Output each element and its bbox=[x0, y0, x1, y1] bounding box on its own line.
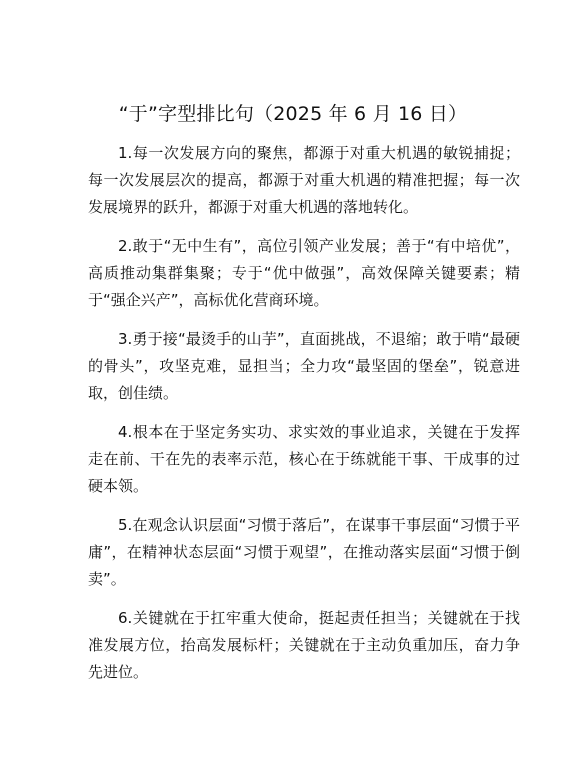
paragraph-3: 3.勇于接“最烫手的山芋”，直面挑战，不退缩；敢于啃“最硬的骨头”，攻坚克难，显担当；全力攻“最坚固的堡垒”，锐意进取，创佳绩。 bbox=[88, 330, 520, 402]
paragraph-2: 2.敢于“无中生有”，高位引领产业发展；善于“有中培优”，高质推动集群集聚；专于“优中做强”，高效保障关键要素；精于“强企兴产”，高标优化营商环境。 bbox=[88, 237, 520, 309]
document-body bbox=[88, 140, 520, 686]
paragraph-5: 5.在观念认识层面“习惯于落后”，在谋事干事层面“习惯于平庸”，在精神状态层面“习惯于观望”，在推动落实层面“习惯于倒卖”。 bbox=[88, 516, 520, 588]
paragraph-6: 6.关键就在于扛牢重大使命，挺起责任担当；关键就在于找准发展方位，抬高发展标杆；关键就在于主动负重加压，奋力争先进位。 bbox=[88, 609, 520, 681]
paragraph-4: 4.根本在于坚定务实功、求实效的事业追求，关键在于发挥走在前、干在先的表率示范，核心在于练就能干事、干成事的过硬本领。 bbox=[88, 423, 520, 495]
paragraph-1: 1.每一次发展方向的聚焦，都源于对重大机遇的敏锐捕捉；每一次发展层次的提高，都源于对重大机遇的精准把握；每一次发展境界的跃升，都源于对重大机遇的落地转化。 bbox=[88, 144, 520, 216]
document-title: “于”字型排比句（2025 年 6 月 16 日） bbox=[118, 103, 468, 125]
